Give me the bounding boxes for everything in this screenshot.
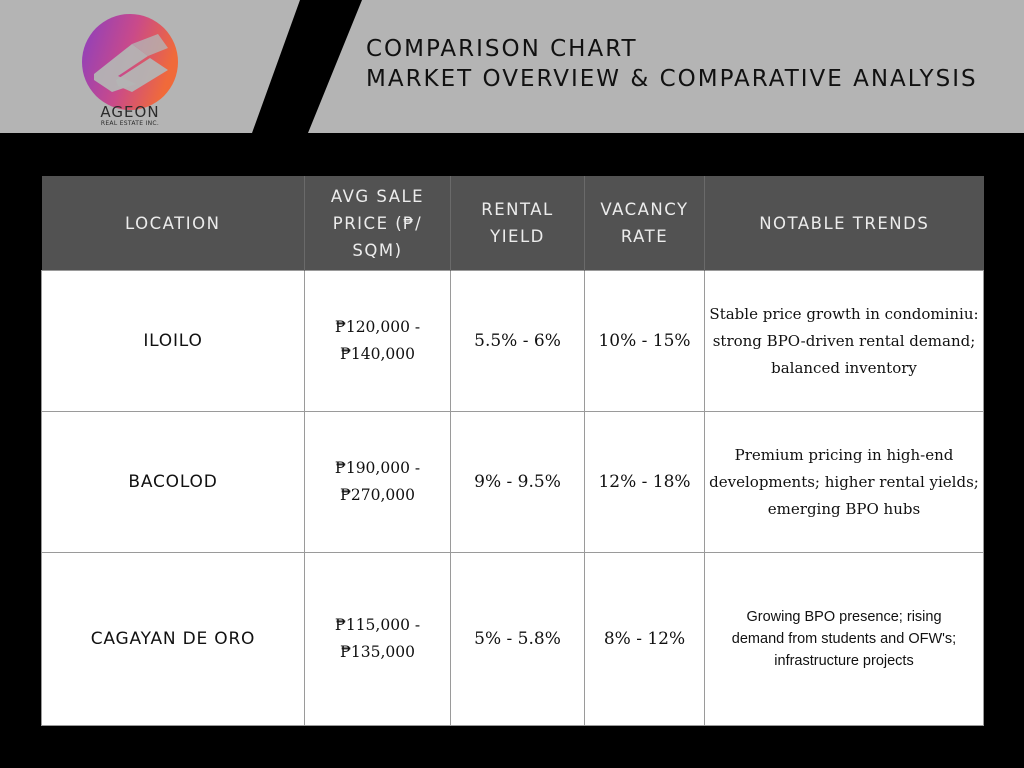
table-row — [42, 412, 984, 553]
title-line-2: MARKET OVERVIEW & COMPARATIVE ANALYSIS — [366, 66, 978, 92]
price-cell: ₱120,000 - ₱140,000 — [305, 271, 451, 412]
trends-cell: Stable price growth in condominiu: strong BPO-driven rental demand; balanced inventory — [705, 271, 984, 412]
rental-yield-cell: 5% - 5.8% — [451, 553, 585, 726]
vacancy-rate-cell: 8% - 12% — [585, 553, 705, 726]
trends-cell: Premium pricing in high-end developments; higher rental yields; emerging BPO hubs — [705, 412, 984, 553]
header-rental-yield: RENTAL YIELD — [451, 176, 585, 271]
page-title — [366, 34, 978, 94]
comparison-table — [41, 176, 984, 726]
table-header-row — [42, 176, 984, 271]
header-avg-sale-price: AVG SALE PRICE (₱/ SQM) — [305, 176, 451, 271]
vacancy-rate-cell: 10% - 15% — [585, 271, 705, 412]
vacancy-rate-cell: 12% - 18% — [585, 412, 705, 553]
rental-yield-cell: 5.5% - 6% — [451, 271, 585, 412]
location-cell: BACOLOD — [42, 412, 305, 553]
brand-name: AGEON — [100, 103, 160, 121]
price-cell: ₱190,000 - ₱270,000 — [305, 412, 451, 553]
location-cell: ILOILO — [42, 271, 305, 412]
table-row — [42, 553, 984, 726]
price-cell: ₱115,000 - ₱135,000 — [305, 553, 451, 726]
header-notable-trends: NOTABLE TRENDS — [705, 176, 984, 271]
rental-yield-cell: 9% - 9.5% — [451, 412, 585, 553]
table-row — [42, 271, 984, 412]
brand-tagline: REAL ESTATE INC. — [100, 120, 160, 127]
header-location: LOCATION — [42, 176, 305, 271]
title-line-1: COMPARISON CHART — [366, 36, 638, 62]
header-vacancy-rate: VACANCY RATE — [585, 176, 705, 271]
location-cell: CAGAYAN DE ORO — [42, 553, 305, 726]
trends-cell: Growing BPO presence; rising demand from students and OFW's; infrastructure projects — [705, 553, 984, 726]
